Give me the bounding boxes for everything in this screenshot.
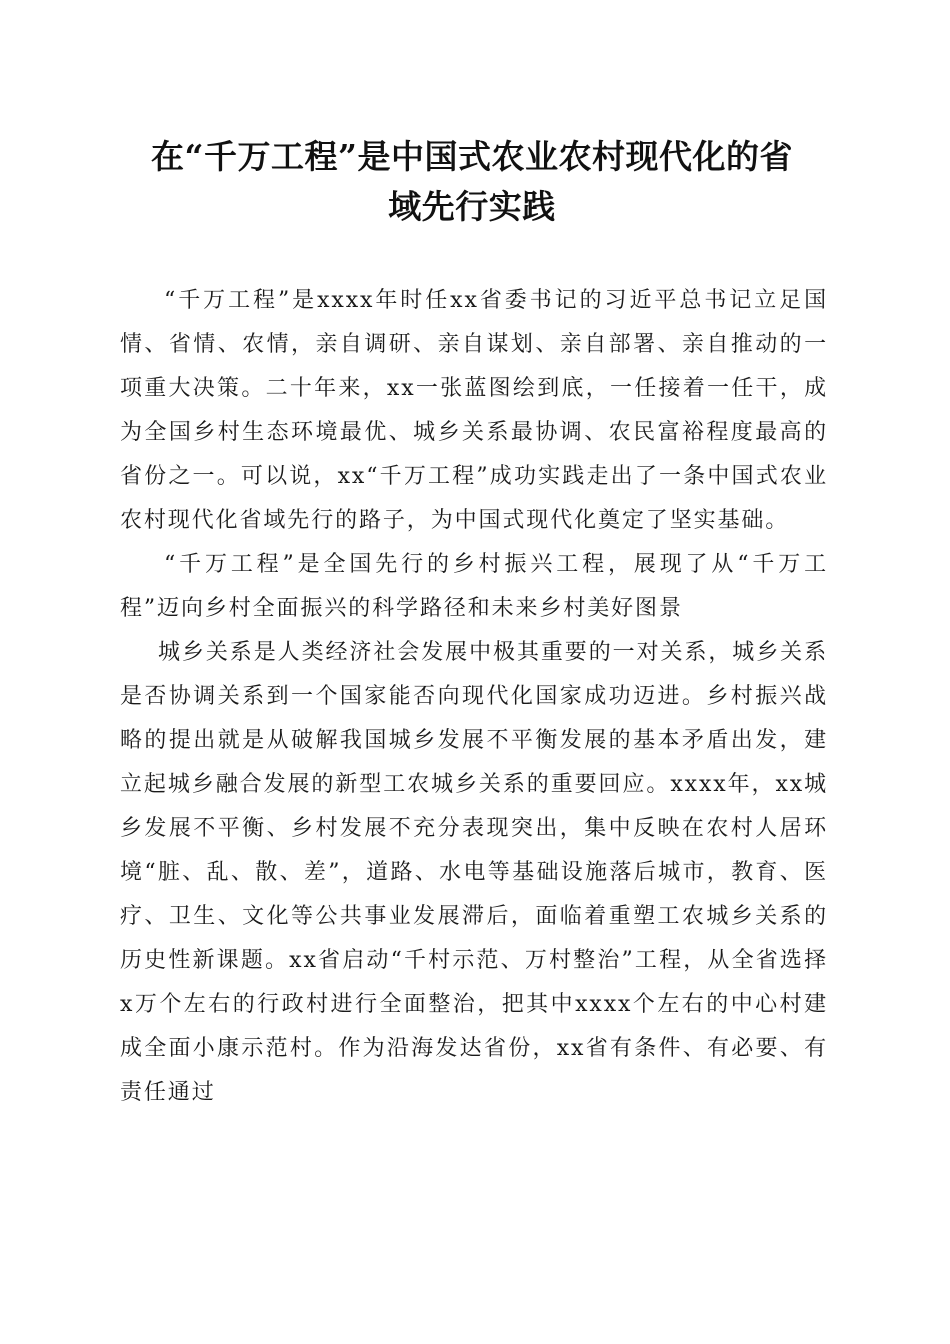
title-line-1: 在“千万工程”是中国式农业农村现代化的省	[151, 137, 793, 176]
title-line-2: 域先行实践	[388, 187, 556, 226]
paragraph-heading: “千万工程”是全国先行的乡村振兴工程，展现了从“千万工程”迈向乡村全面振兴的科学路径和未来乡村美好图景	[120, 552, 828, 621]
document-body	[120, 279, 828, 1115]
document-title	[112, 132, 832, 232]
paragraph-intro: “千万工程”是xxxx年时任xx省委书记的习近平总书记立足国情、省情、农情，亲自调研、亲自谋划、亲自部署、亲自推动的一项重大决策。二十年来，xx一张蓝图绘到底，一任接着一任干，成为全国乡村生态环境最优、城乡关系最协调、农民富裕程度最高的省份之一。可以说，xx“千万工程”成功实践走出了一条中国式农业农村现代化省域先行的路子，为中国式现代化奠定了坚实基础。	[120, 288, 828, 533]
paragraph-urban-rural: 城乡关系是人类经济社会发展中极其重要的一对关系，城乡关系是否协调关系到一个国家能否向现代化国家成功迈进。乡村振兴战略的提出就是从破解我国城乡发展不平衡发展的基本矛盾出发，建立起城乡融合发展的新型工农城乡关系的重要回应。xxxx年，xx城乡发展不平衡、乡村发展不充分表现突出，集中反映在农村人居环境“脏、乱、散、差”，道路、水电等基础设施落后城市，教育、医疗、卫生、文化等公共事业发展滞后，面临着重塑工农城乡关系的历史性新课题。xx省启动“千村示范、万村整治”工程，从全省选择x万个左右的行政村进行全面整治，把其中xxxx个左右的中心村建成全面小康示范村。作为沿海发达省份，xx省有条件、有必要、有责任通过	[120, 640, 828, 1105]
